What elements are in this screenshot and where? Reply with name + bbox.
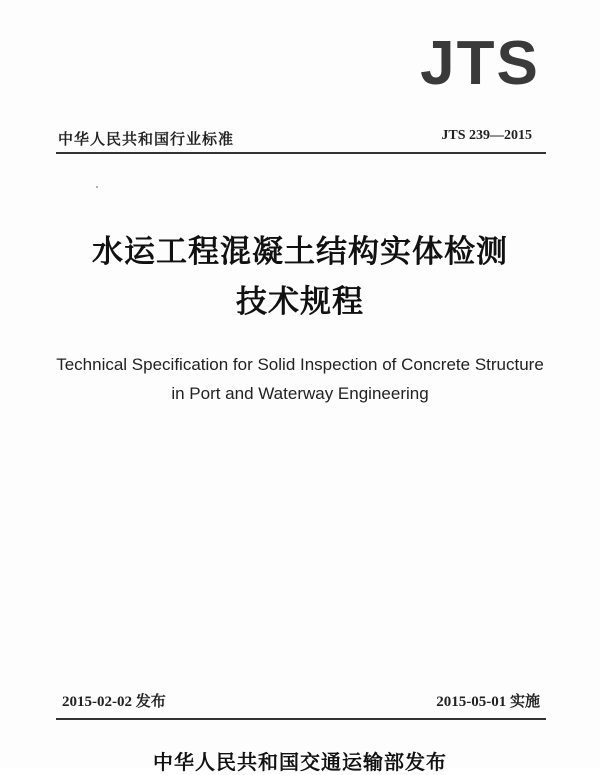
header-divider (56, 152, 546, 154)
standard-code: JTS 239—2015 (441, 128, 532, 143)
title-en-line1: Technical Specification for Solid Inspection of Concrete Structure (56, 355, 544, 374)
issue-date: 2015-02-02 发布 (62, 694, 166, 710)
footer-divider (56, 718, 546, 720)
title-zh-line1: 水运工程混凝土结构实体检测 (92, 234, 508, 270)
jts-logo (410, 28, 550, 92)
jts-logo-text: JTS (420, 29, 540, 92)
scan-speck (96, 186, 98, 188)
title-en-line2: in Port and Waterway Engineering (171, 384, 429, 403)
standard-category: 中华人民共和国行业标准 (58, 130, 235, 148)
effective-date: 2015-05-01 实施 (436, 694, 540, 710)
publisher: 中华人民共和国交通运输部发布 (153, 750, 447, 774)
title-zh-line2: 技术规程 (236, 284, 364, 320)
